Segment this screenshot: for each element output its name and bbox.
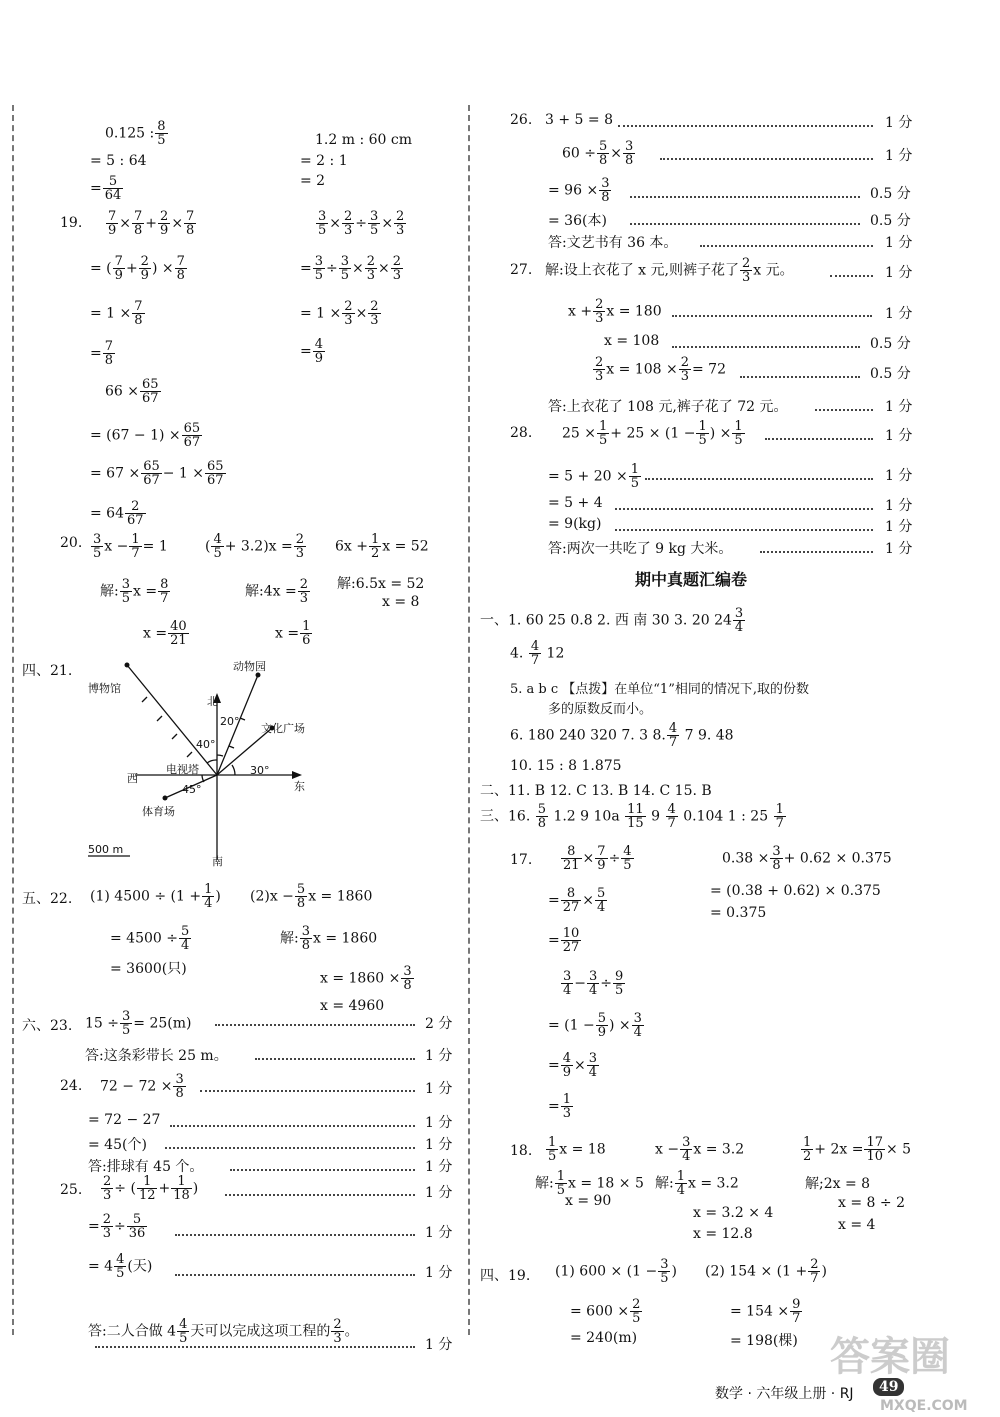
dot-leader (95, 1346, 415, 1348)
score: 1 分 (885, 541, 913, 557)
expression: (1) 4500 ÷ (1 + $\frac{1}{4}$ ) (90, 882, 221, 911)
solution: x = 8 ÷ 2 (838, 1195, 905, 1211)
answer-note: 多的原数反而小。 (548, 702, 653, 717)
stadium-label: 体育场 (142, 805, 175, 818)
scale-label: 500 m (88, 843, 124, 856)
question-number: 17. (510, 852, 533, 868)
solution: 解: $\frac{3}{8}$ x = 1860 (280, 924, 378, 953)
solution: 解: $\frac{1}{5}$ x = 18 × 5 (535, 1169, 644, 1198)
score: 1 分 (885, 148, 913, 164)
dot-leader (672, 315, 872, 317)
score: 0.5 分 (870, 186, 911, 202)
question-number: 四、21. (22, 663, 73, 679)
score: 1 分 (885, 265, 913, 281)
north-label: 北 (207, 695, 218, 708)
expression: = 5 + 20 × $\frac{1}{5}$ (548, 462, 639, 491)
expression: = 1 × $\frac{7}{8}$ (90, 299, 143, 328)
expression: = $\frac{8}{27}$ × $\frac{5}{4}$ (548, 886, 606, 915)
expression: = $\frac{4}{9}$ × $\frac{3}{4}$ (548, 1051, 598, 1080)
score: 1 分 (425, 1115, 453, 1131)
solution: x = 4960 (320, 998, 385, 1014)
expression: 66 × $\frac{65}{67}$ (105, 377, 159, 406)
equation: ( $\frac{4}{5}$ + 3.2)x = $\frac{2}{3}$ (205, 532, 305, 561)
dot-leader (815, 409, 873, 411)
question-number: 四、19. (480, 1268, 531, 1284)
expression: x + $\frac{2}{3}$ x = 180 (568, 297, 662, 326)
dot-leader (672, 346, 860, 348)
dot-leader (645, 478, 873, 480)
south-label: 南 (212, 855, 223, 868)
dot-leader (170, 1125, 415, 1127)
expression: = 198(棵) (730, 1333, 798, 1349)
ratio-line: 1.2 m : 60 cm (315, 132, 412, 148)
dot-leader (630, 196, 860, 198)
answer-line: 4. $\frac{4}{7}$ 12 (510, 639, 565, 668)
answer-text: 答:二人合做 4 $\frac{4}{5}$ 天可以完成这项工程的 $\frac{2}{3}$ 。 (88, 1317, 359, 1346)
answer-note: 5. a b c 【点拨】在单位“1”相同的情况下,取的份数 (510, 682, 809, 697)
west-label: 西 (127, 772, 138, 785)
solution: 解: $\frac{3}{5}$ x = $\frac{8}{7}$ (100, 577, 169, 606)
dot-leader (618, 125, 873, 127)
score: 0.5 分 (870, 366, 911, 382)
footer-text: 数学 · 六年级上册 · RJ (715, 1386, 854, 1402)
dot-leader (765, 438, 873, 440)
solution: x = 1860 × $\frac{3}{8}$ (320, 964, 412, 993)
dot-leader (660, 158, 873, 160)
ratio-line: = 5 : 64 (90, 153, 147, 169)
east-label: 东 (294, 780, 305, 793)
dot-leader (225, 1194, 415, 1196)
score: 1 分 (885, 519, 913, 535)
solution: 解:6.5x = 52 (337, 576, 425, 592)
solution: 解: $\frac{1}{4}$ x = 3.2 (655, 1169, 739, 1198)
dot-leader (615, 508, 873, 510)
answer-text: 答:上衣花了 108 元,裤子花了 72 元。 (548, 399, 788, 415)
score: 1 分 (425, 1185, 453, 1201)
equation: $\frac{1}{5}$ x = 18 (548, 1135, 606, 1164)
dot-leader (760, 551, 873, 553)
solution: x = 8 (382, 594, 420, 610)
equation: $\frac{3}{5}$ x − $\frac{1}{7}$ = 1 (93, 532, 168, 561)
zoo-label: 动物园 (233, 660, 266, 673)
expression: = 64 $\frac{2}{67}$ (90, 499, 144, 528)
answer-line: 一、1. 60 25 0.8 2. 西 南 30 3. 20 24 $\frac{3}{4}$ (480, 606, 744, 635)
question-number: 26. (510, 112, 533, 128)
expression: 3 + 5 = 8 (545, 112, 613, 128)
score: 1 分 (425, 1048, 453, 1064)
score: 1 分 (425, 1159, 453, 1175)
solution: x = 90 (565, 1193, 612, 1209)
expression: = $\frac{10}{27}$ (548, 926, 580, 955)
expression: = 45(个) (88, 1137, 147, 1153)
expression: 0.38 × $\frac{3}{8}$ + 0.62 × 0.375 (722, 844, 892, 873)
angle-40: 40° (196, 738, 216, 751)
score: 2 分 (425, 1016, 453, 1032)
expression: = 1 × $\frac{2}{3}$ × $\frac{2}{3}$ (300, 299, 379, 328)
watermark: 答案圈 (830, 1334, 950, 1380)
answer-line: 10. 15 : 8 1.875 (510, 758, 622, 774)
answer-line: 二、11. B 12. C 13. B 14. C 15. B (480, 783, 712, 799)
dot-leader (215, 1024, 415, 1026)
score: 1 分 (425, 1081, 453, 1097)
equation: 6x + $\frac{1}{2}$ x = 52 (335, 532, 429, 561)
tower-label: 电视塔 (166, 763, 199, 776)
dot-leader (740, 376, 860, 378)
expression: $\frac{8}{21}$ × $\frac{7}{9}$ ÷ $\frac{4}{5}$ (563, 844, 632, 873)
expression: = 36(本) (548, 213, 607, 229)
expression: $\frac{2}{3}$ x = 108 × $\frac{2}{3}$ = 72 (595, 355, 726, 384)
expression: = 72 − 27 (88, 1112, 161, 1128)
expression: = 4500 ÷ $\frac{5}{4}$ (110, 924, 190, 953)
question-number: 25. (60, 1182, 83, 1198)
expression: = 3600(只) (110, 961, 187, 977)
expression: 解:设上衣花了 x 元,则裤子花了 $\frac{2}{3}$ x 元。 (545, 256, 794, 285)
answer-line: 6. 180 240 320 7. 3 8. $\frac{4}{7}$ 7 9. 48 (510, 721, 734, 750)
question-number: 27. (510, 262, 533, 278)
angle-20: 20° (220, 715, 240, 728)
dot-leader (175, 1234, 415, 1236)
expression: = $\frac{1}{3}$ (548, 1092, 572, 1121)
expression: 15 ÷ $\frac{3}{5}$ = 25(m) (85, 1009, 192, 1038)
expression: (1) 600 × (1 − $\frac{3}{5}$ ) (555, 1257, 677, 1286)
section-title: 期中真题汇编卷 (635, 570, 748, 589)
expression: $\frac{7}{9}$ × $\frac{7}{8}$ + $\frac{2}{9}$ × $\frac{7}{8}$ (108, 209, 195, 238)
dot-leader (165, 1147, 415, 1149)
expression: = 0.375 (710, 905, 767, 921)
expression: = 154 × $\frac{9}{7}$ (730, 1297, 801, 1326)
score: 1 分 (885, 468, 913, 484)
solution: 解;2x = 8 (805, 1176, 871, 1192)
dot-leader (230, 1169, 415, 1171)
expression: = (0.38 + 0.62) × 0.375 (710, 883, 881, 899)
expression: = $\frac{3}{5}$ ÷ $\frac{3}{5}$ × $\frac{2}{3}$ × $\frac{2}{3}$ (300, 254, 402, 283)
page-number: 49 (873, 1378, 904, 1396)
question-number: 18. (510, 1143, 533, 1159)
expression: = ( $\frac{7}{9}$ + $\frac{2}{9}$ ) × $\frac{7}{8}$ (90, 254, 185, 283)
answer-text: 答:排球有 45 个。 (88, 1159, 204, 1175)
solution: 解:4x = $\frac{2}{3}$ (245, 577, 308, 606)
compass-diagram (80, 655, 340, 870)
dot-leader (255, 1058, 415, 1060)
expression: (2) 154 × (1 + $\frac{2}{7}$ ) (705, 1257, 827, 1286)
expression: $\frac{2}{3}$ ÷ ( $\frac{1}{12}$ + $\frac{1}{18}$ ) (103, 1174, 199, 1203)
expression: 25 × $\frac{1}{5}$ + 25 × (1 − $\frac{1}{5}$ ) × $\frac{1}{5}$ (562, 419, 743, 448)
expression: = 9(kg) (548, 516, 602, 532)
dot-leader (630, 223, 860, 225)
answer-text: 答:两次一共吃了 9 kg 大米。 (548, 541, 733, 557)
ratio-line: = 2 : 1 (300, 153, 348, 169)
score: 1 分 (885, 498, 913, 514)
dot-leader (175, 1274, 415, 1276)
score: 1 分 (885, 399, 913, 415)
expression: = 96 × $\frac{3}{8}$ (548, 176, 610, 205)
score: 1 分 (885, 306, 913, 322)
expression: x = 108 (604, 333, 660, 349)
culture-label: 文化广场 (261, 722, 305, 735)
answer-line: 三、16. $\frac{5}{8}$ 1.2 9 10a $\frac{11}{15}$ 9 $\frac{4}{7}$ 0.104 1 : 25 $\frac{1}{7}$ (480, 802, 784, 831)
score: 1 分 (425, 1265, 453, 1281)
dot-leader (700, 245, 873, 247)
watermark-url: MXQE.COM (880, 1398, 968, 1414)
solution: x = $\frac{40}{21}$ (143, 619, 187, 648)
solution: x = 3.2 × 4 (693, 1205, 774, 1221)
expression: = $\frac{4}{9}$ (300, 337, 324, 366)
score: 1 分 (425, 1225, 453, 1241)
answer-text: 答:文艺书有 36 本。 (548, 235, 678, 251)
fraction: $\frac{8}{5}$ (157, 119, 166, 148)
expression: = 240(m) (570, 1330, 638, 1346)
expression: = 600 × $\frac{2}{5}$ (570, 1297, 641, 1326)
expression: = 4 $\frac{4}{5}$ (天) (88, 1252, 153, 1281)
score: 1 分 (885, 115, 913, 131)
expression: 60 ÷ $\frac{5}{8}$ × $\frac{3}{8}$ (562, 139, 634, 168)
score: 1 分 (425, 1137, 453, 1153)
score: 0.5 分 (870, 213, 911, 229)
expression: 72 − 72 × $\frac{3}{8}$ (100, 1072, 184, 1101)
expression: $\frac{3}{5}$ × $\frac{2}{3}$ ÷ $\frac{3}{5}$ × $\frac{2}{3}$ (318, 209, 405, 238)
question-number: 19. (60, 215, 83, 231)
score: 1 分 (885, 235, 913, 251)
expression: = (1 − $\frac{5}{9}$ ) × $\frac{3}{4}$ (548, 1011, 642, 1040)
solution: x = 12.8 (693, 1226, 753, 1242)
equation: $\frac{1}{2}$ + 2x = $\frac{17}{10}$ × 5 (803, 1135, 912, 1164)
left-margin-rule (12, 105, 14, 1335)
eq: = (90, 180, 102, 197)
question-number: 20. (60, 535, 83, 551)
angle-45: 45° (182, 783, 202, 796)
answer-text: 答:这条彩带长 25 m。 (85, 1048, 228, 1064)
ratio-line: = 2 (300, 173, 326, 189)
question-number: 24. (60, 1078, 83, 1094)
score: 1 分 (425, 1337, 453, 1353)
solution: x = $\frac{1}{6}$ (275, 619, 311, 648)
expression: = $\frac{2}{3}$ ÷ $\frac{5}{36}$ (88, 1212, 146, 1241)
score: 0.5 分 (870, 336, 911, 352)
expression: = $\frac{7}{8}$ (90, 339, 114, 368)
angle-30: 30° (250, 764, 270, 777)
equation: x − $\frac{3}{4}$ x = 3.2 (655, 1135, 745, 1164)
column-divider (468, 105, 470, 1335)
expression: $\frac{3}{4}$ − $\frac{3}{4}$ ÷ $\frac{9}{5}$ (563, 969, 624, 998)
expression: = 5 + 4 (548, 495, 603, 511)
ratio-text: 0.125 : (105, 125, 155, 142)
dot-leader (200, 1090, 415, 1092)
fraction: $\frac{5}{64}$ (104, 174, 122, 203)
solution: x = 4 (838, 1217, 876, 1233)
dot-leader (615, 529, 873, 531)
museum-label: 博物馆 (88, 682, 121, 695)
dot-leader (830, 275, 873, 277)
score: 1 分 (885, 428, 913, 444)
expression: = (67 − 1) × $\frac{65}{67}$ (90, 421, 201, 450)
equation: (2)x − $\frac{5}{8}$ x = 1860 (250, 882, 373, 911)
question-number: 六、23. (22, 1018, 73, 1034)
question-number: 五、22. (22, 891, 73, 907)
question-number: 28. (510, 425, 533, 441)
expression: = 67 × $\frac{65}{67}$ − 1 × $\frac{65}{67}$ (90, 459, 224, 488)
